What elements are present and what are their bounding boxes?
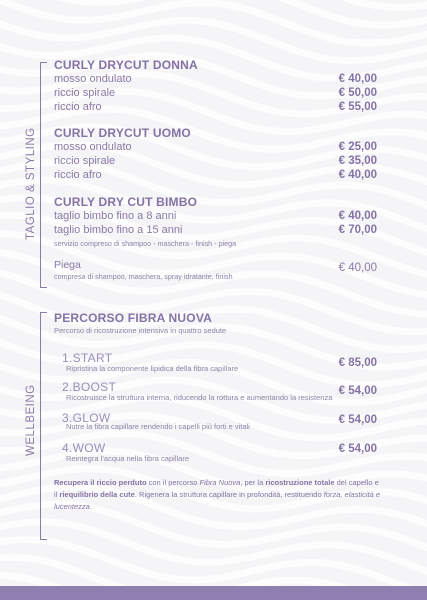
- step-description: Reintegra l’acqua nella fibra capillare: [66, 454, 189, 463]
- divider-cap-bottom: [40, 287, 47, 288]
- service-price: € 40,00: [338, 210, 377, 222]
- divider-cap-top: [40, 62, 47, 63]
- service-name: mosso ondulato: [54, 73, 132, 85]
- section-title-bimbo: CURLY DRY CUT BIMBO: [54, 195, 198, 209]
- service-price: € 70,00: [338, 224, 377, 236]
- step-price: € 54,00: [338, 443, 377, 455]
- service-price: € 40,00: [338, 169, 377, 181]
- service-name: mosso ondulato: [54, 141, 132, 153]
- section-label-taglio: TAGLIO & STYLING: [25, 127, 37, 240]
- price-row: [54, 101, 377, 115]
- price-row: [54, 224, 377, 238]
- service-name: riccio spirale: [54, 155, 116, 167]
- price-row: [54, 73, 377, 87]
- step-label: 4.WOW: [62, 441, 106, 455]
- divider-cap-top: [40, 312, 47, 313]
- step-price: € 54,00: [338, 414, 377, 426]
- section-title-uomo: CURLY DRYCUT UOMO: [54, 126, 191, 140]
- step-label: 2.BOOST: [62, 380, 117, 394]
- divider-cap-bottom: [40, 539, 47, 540]
- price-row: [54, 169, 377, 183]
- footer-bar: [0, 586, 427, 600]
- step-label: 1.START: [62, 351, 113, 365]
- service-name: riccio spirale: [54, 87, 116, 99]
- step-description: Nutre la fibra capillare rendendo i capelli più forti e vitali: [66, 422, 250, 431]
- service-price: € 35,00: [338, 155, 377, 167]
- service-price-piega: € 40,00: [338, 262, 377, 274]
- service-price: € 55,00: [338, 101, 377, 113]
- section-divider-wellbeing: [40, 312, 41, 540]
- step-price: € 85,00: [338, 357, 377, 369]
- step-description: Ricostruisce la struttura interna, riducendo la rottura e aumentando la resistenza: [66, 393, 333, 402]
- step-description: Ripristina la componente lipidica della fibra capillare: [66, 364, 239, 373]
- service-name: taglio bimbo fino a 15 anni: [54, 224, 183, 236]
- price-row: [54, 155, 377, 169]
- service-name-piega: Piega: [54, 259, 81, 271]
- section-divider-taglio: [40, 62, 41, 288]
- service-price: € 25,00: [338, 141, 377, 153]
- service-name: riccio afro: [54, 101, 102, 113]
- price-row: [54, 141, 377, 155]
- service-note: compresa di shampoo, maschera, spray idratante, finish: [54, 272, 233, 281]
- service-name: taglio bimbo fino a 8 anni: [54, 210, 177, 222]
- price-row: [54, 210, 377, 224]
- service-note: servizio compreso di shampoo - maschera - finish - piega: [54, 239, 237, 248]
- step-label: 3.GLOW: [62, 411, 111, 425]
- section-label-wellbeing: WELLBEING: [25, 384, 37, 456]
- service-name: riccio afro: [54, 169, 102, 181]
- section-title-donna: CURLY DRYCUT DONNA: [54, 58, 198, 72]
- service-price: € 40,00: [338, 73, 377, 85]
- section-subtitle: Percorso di ricostruzione intensiva in quattro sedute: [54, 326, 227, 335]
- price-row: [54, 87, 377, 101]
- service-price: € 50,00: [338, 87, 377, 99]
- step-price: € 54,00: [338, 385, 377, 397]
- section-title-fibra: PERCORSO FIBRA NUOVA: [54, 311, 213, 325]
- description-paragraph: Recupera il riccio perduto con il percorso Fibra Nuova, per la ricostruzione totale del capello e il riequilibrio della cute. Rigenera la struttura capillare in profondità, restituendo forza, elasticità e lucentezza.: [54, 478, 380, 512]
